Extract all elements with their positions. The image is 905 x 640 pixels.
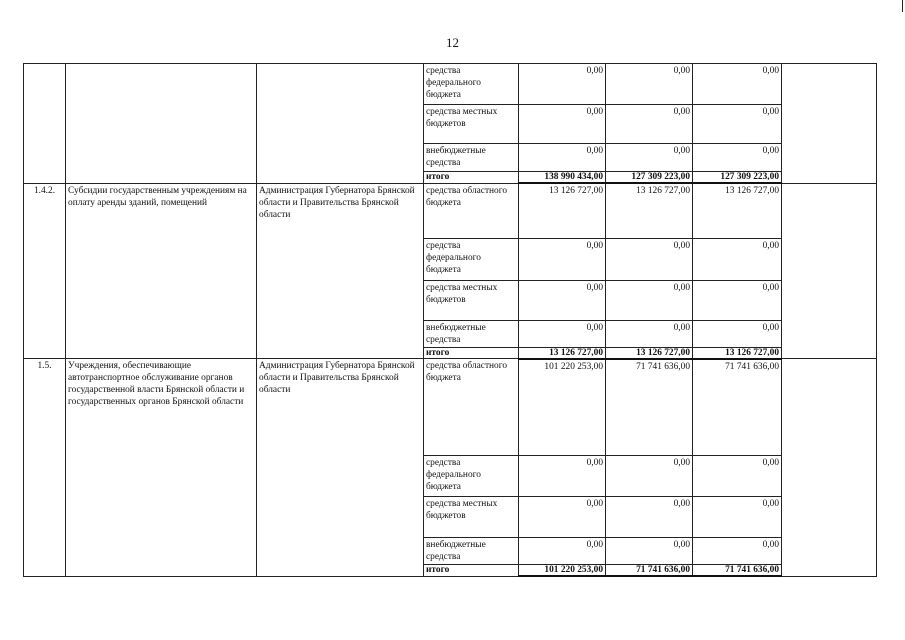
source-cell: средства федерального бюджета [424,456,519,497]
executor-cell [257,64,424,184]
scan-edge-mark [902,0,903,12]
total-value-3: 13 126 727,00 [693,347,782,359]
source-cell: средства местных бюджетов [424,497,519,538]
source-cell: итого [424,347,519,359]
source-cell: средства областного бюджета [424,183,519,238]
total-value-3: 127 309 223,00 [693,172,782,184]
value-cell-1: 0,00 [519,538,606,565]
value-cell-1: 0,00 [519,280,606,320]
value-cell-2: 0,00 [606,105,693,144]
value-cell-3: 0,00 [693,64,782,105]
total-value-1: 101 220 253,00 [519,565,606,577]
value-cell-3: 0,00 [693,144,782,172]
value-cell-2: 0,00 [606,280,693,320]
total-value-3: 71 741 636,00 [693,565,782,577]
total-value-1: 138 990 434,00 [519,172,606,184]
value-cell-3: 0,00 [693,238,782,280]
value-cell-1: 0,00 [519,456,606,497]
value-cell-1: 0,00 [519,144,606,172]
value-cell-3: 0,00 [693,497,782,538]
source-cell: внебюджетные средства [424,320,519,347]
table-row [24,64,877,105]
value-cell-2: 0,00 [606,497,693,538]
source-cell: итого [424,565,519,577]
executor-cell: Администрация Губернатора Брянской области и Правительства Брянской области [257,183,424,359]
value-cell-2: 0,00 [606,538,693,565]
total-value-2: 71 741 636,00 [606,565,693,577]
value-cell-3: 0,00 [693,456,782,497]
total-value-2: 13 126 727,00 [606,347,693,359]
total-value-2: 127 309 223,00 [606,172,693,184]
value-cell-2: 0,00 [606,320,693,347]
value-cell-3: 0,00 [693,105,782,144]
value-cell-2: 13 126 727,00 [606,183,693,238]
value-cell-1: 0,00 [519,320,606,347]
value-cell-3: 0,00 [693,538,782,565]
source-cell: средства местных бюджетов [424,105,519,144]
measure-name-cell: Учреждения, обеспечивающие автотранспортное обслуживание органов государственной власти Брянской области и государственных органов Брянской области [66,359,257,577]
measure-name-cell [66,64,257,184]
notes-cell [782,359,877,577]
value-cell-1: 0,00 [519,497,606,538]
value-cell-3: 0,00 [693,320,782,347]
value-cell-3: 13 126 727,00 [693,183,782,238]
value-cell-2: 0,00 [606,64,693,105]
source-cell: средства федерального бюджета [424,238,519,280]
table-row [24,183,877,238]
table-row [24,359,877,456]
value-cell-2: 0,00 [606,144,693,172]
source-cell: внебюджетные средства [424,538,519,565]
value-cell-1: 13 126 727,00 [519,183,606,238]
budget-table [23,63,877,577]
source-cell: внебюджетные средства [424,144,519,172]
index-cell [24,64,66,184]
index-cell: 1.4.2. [24,183,66,359]
notes-cell [782,64,877,184]
value-cell-2: 71 741 636,00 [606,359,693,456]
source-cell: итого [424,172,519,184]
value-cell-3: 71 741 636,00 [693,359,782,456]
notes-cell [782,183,877,359]
value-cell-1: 0,00 [519,64,606,105]
measure-name-cell: Субсидии государственным учреждениям на оплату аренды зданий, помещений [66,183,257,359]
index-cell: 1.5. [24,359,66,577]
source-cell: средства федерального бюджета [424,64,519,105]
source-cell: средства областного бюджета [424,359,519,456]
total-value-1: 13 126 727,00 [519,347,606,359]
executor-cell: Администрация Губернатора Брянской области и Правительства Брянской области [257,359,424,577]
value-cell-3: 0,00 [693,280,782,320]
source-cell: средства местных бюджетов [424,280,519,320]
value-cell-1: 101 220 253,00 [519,359,606,456]
page-number: 12 [446,35,459,50]
value-cell-2: 0,00 [606,456,693,497]
value-cell-2: 0,00 [606,238,693,280]
value-cell-1: 0,00 [519,105,606,144]
value-cell-1: 0,00 [519,238,606,280]
